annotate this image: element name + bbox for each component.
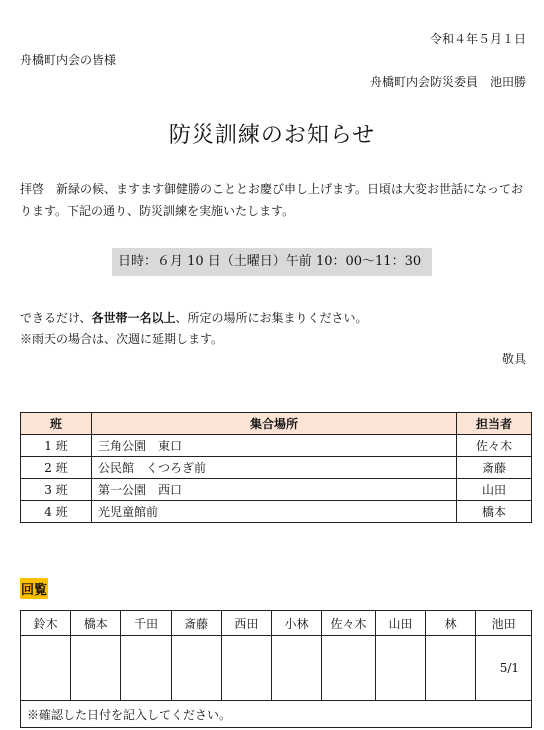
place-cell: 第一公園 西口 [92, 479, 457, 501]
date-cell[interactable] [426, 636, 476, 701]
group-cell: 2 班 [21, 457, 92, 479]
header-place: 集合場所 [92, 413, 457, 435]
name-cell: 橋本 [71, 611, 121, 636]
header-group: 班 [21, 413, 92, 435]
name-cell: 西田 [221, 611, 271, 636]
request-pre: できるだけ、 [20, 311, 92, 325]
table-row [21, 435, 532, 457]
sender: 舟橋町内会防災委員 池田勝 [369, 75, 526, 89]
circulation-note: ※確認した日付を記入してください。 [21, 701, 532, 728]
request-post: 、所定の場所にお集まりください。 [175, 311, 368, 325]
place-cell: 三角公園 東口 [92, 435, 457, 457]
closing: 敬具 [501, 352, 526, 366]
place-cell: 公民館 くつろぎ前 [92, 457, 457, 479]
event-datetime: 日時：６月 10 日（土曜日）午前 10：00〜11：30 [112, 248, 432, 276]
place-cell: 光児童館前 [92, 501, 457, 523]
header-person: 担当者 [457, 413, 532, 435]
date-cell[interactable] [271, 636, 321, 701]
request-emphasis: 各世帯一名以上 [91, 311, 176, 325]
circulation-date-row [21, 636, 532, 701]
recipient: 舟橋町内会の皆様 [20, 53, 117, 67]
name-cell: 佐々木 [322, 611, 376, 636]
name-cell: 鈴木 [21, 611, 71, 636]
name-cell: 千田 [121, 611, 171, 636]
group-cell: 3 班 [21, 479, 92, 501]
request-line [20, 308, 368, 329]
person-cell: 山田 [457, 479, 532, 501]
person-cell: 橋本 [457, 501, 532, 523]
date-cell[interactable] [221, 636, 271, 701]
name-cell: 林 [426, 611, 476, 636]
person-cell: 佐々木 [457, 435, 532, 457]
table-row [21, 457, 532, 479]
date-cell[interactable]: 5/1 [476, 636, 532, 701]
circulation-label: 回覧 [20, 578, 48, 599]
group-cell: 1 班 [21, 435, 92, 457]
date-cell[interactable] [71, 636, 121, 701]
circulation-table [20, 610, 532, 728]
person-cell: 斎藤 [457, 457, 532, 479]
table-row [21, 501, 532, 523]
request-paragraph [20, 308, 368, 350]
circulation-names-row [21, 611, 532, 636]
date-cell[interactable] [21, 636, 71, 701]
groups-table [20, 412, 532, 523]
name-cell: 小林 [271, 611, 321, 636]
document-title: 防災訓練のお知らせ [168, 123, 376, 148]
date-cell[interactable] [171, 636, 221, 701]
table-row [21, 479, 532, 501]
date-cell[interactable] [121, 636, 171, 701]
group-cell: 4 班 [21, 501, 92, 523]
table-header-row [21, 413, 532, 435]
name-cell: 池田 [476, 611, 532, 636]
name-cell: 山田 [375, 611, 425, 636]
date-cell[interactable] [375, 636, 425, 701]
name-cell: 斎藤 [171, 611, 221, 636]
date-cell[interactable] [322, 636, 376, 701]
intro-paragraph: 拝啓 新緑の候、ますます御健勝のこととお慶び申し上げます。日頃は大変お世話になっております。下記の通り、防災訓練を実施いたします。 [20, 182, 524, 218]
rain-note: ※雨天の場合は、次週に延期します。 [20, 332, 224, 346]
circulation-note-row [21, 701, 532, 728]
document-date: 令和４年５月１日 [429, 32, 526, 46]
